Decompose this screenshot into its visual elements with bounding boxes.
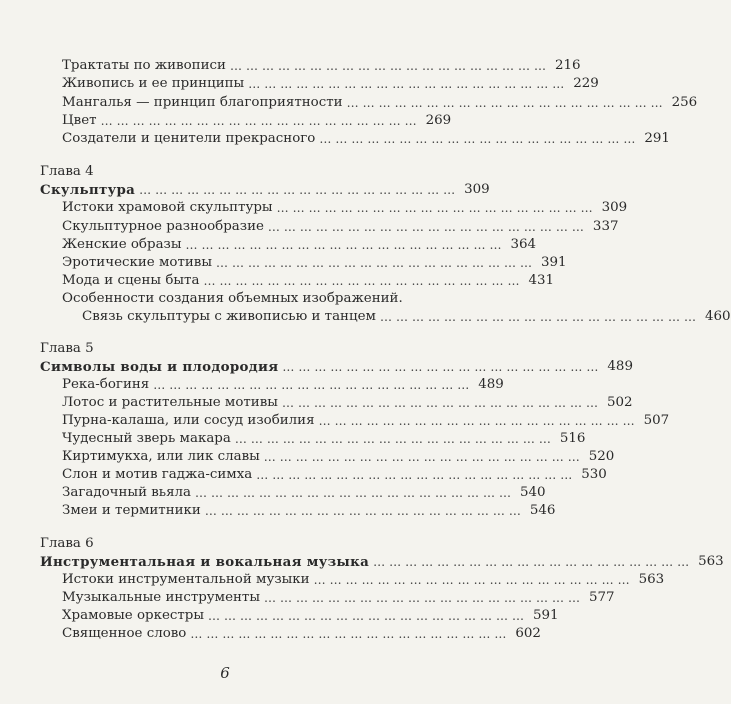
toc-entry xyxy=(62,625,541,643)
chapter-label: Глава 6 xyxy=(40,536,94,551)
toc-entry-title: Трактаты по живописи xyxy=(62,58,226,73)
leader-dots: …………………………………………………… xyxy=(373,555,694,569)
toc-entry xyxy=(62,412,670,430)
toc-entry xyxy=(62,254,567,272)
leader-dots: …………………………………………………… xyxy=(139,183,460,197)
chapter-label: Глава 5 xyxy=(40,341,94,356)
leader-dots: …………………………………………………… xyxy=(263,450,584,464)
page-number: 6 xyxy=(220,664,230,682)
leader-dots: …………………………………………………… xyxy=(318,414,639,428)
leader-dots: …………………………………………………… xyxy=(153,378,474,392)
chapter-heading-page: 489 xyxy=(607,359,633,374)
leader-dots: …………………………………………………… xyxy=(204,504,525,518)
toc-entry-page: 269 xyxy=(425,113,452,128)
toc-entry-title: Киртимукха, или лик славы xyxy=(62,449,260,464)
leader-dots: …………………………………………………… xyxy=(319,132,640,146)
toc-entry-title: Пурна-калаша, или сосуд изобилия xyxy=(62,413,315,428)
toc-entry-title: Загадочный вьяла xyxy=(62,485,192,500)
leader-dots: …………………………………………………… xyxy=(282,360,603,374)
toc-entry-page: 391 xyxy=(540,255,567,270)
toc-entry xyxy=(62,448,615,466)
toc-entry-title: Чудесный зверь макара xyxy=(62,431,231,446)
leader-dots: …………………………………………………… xyxy=(248,77,569,91)
toc-entry-title-line1: Особенности создания объемных изображений. xyxy=(62,291,403,306)
chapter-heading-page: 563 xyxy=(698,554,724,569)
toc-entry-title: Священное слово xyxy=(62,626,187,641)
toc-entry-page: 577 xyxy=(589,590,615,605)
chapter-heading xyxy=(40,181,490,199)
toc-entry-title: Слон и мотив гаджа-симха xyxy=(62,467,253,482)
leader-dots: …………………………………………………… xyxy=(203,274,524,288)
toc-entry xyxy=(62,607,559,625)
toc-entry xyxy=(62,94,698,112)
toc-entry-page: 520 xyxy=(588,449,615,464)
toc-entry xyxy=(82,308,731,326)
leader-dots: …………………………………………………… xyxy=(234,432,555,446)
toc-entry xyxy=(62,236,537,254)
toc-entry-page: 602 xyxy=(515,626,541,641)
toc-entry-page: 591 xyxy=(533,608,559,623)
toc-entry xyxy=(62,376,504,394)
chapter-heading-title: Скульптура xyxy=(40,182,136,198)
toc-entry xyxy=(62,394,633,412)
toc-entry-page: 516 xyxy=(559,431,586,446)
chapter-heading-page: 309 xyxy=(464,182,490,197)
leader-dots: …………………………………………………… xyxy=(346,96,667,110)
toc-entry-page: 460 xyxy=(704,309,731,324)
toc-entry-page: 530 xyxy=(581,467,607,482)
leader-dots: …………………………………………………… xyxy=(256,468,577,482)
toc-entry xyxy=(62,112,452,130)
toc-entry xyxy=(62,272,554,290)
toc-entry-page: 507 xyxy=(643,413,670,428)
toc-entry-page: 563 xyxy=(638,572,665,587)
chapter-heading-title: Символы воды и плодородия xyxy=(40,359,279,375)
toc-entry-page: 229 xyxy=(573,76,599,91)
toc-entry-title: Мода и сцены быта xyxy=(62,273,200,288)
toc-entry-page: 502 xyxy=(606,395,633,410)
toc-entry-title: Змеи и термитники xyxy=(62,503,201,518)
toc-entry-page: 489 xyxy=(478,377,504,392)
leader-dots: …………………………………………………… xyxy=(208,609,529,623)
leader-dots: …………………………………………………… xyxy=(229,59,550,73)
toc-entry-title: Эротические мотивы xyxy=(62,255,212,270)
toc-entry-title: Истоки храмовой скульптуры xyxy=(62,200,273,215)
toc-entry-page: 291 xyxy=(644,131,670,146)
toc-entry xyxy=(62,502,556,520)
toc-entry xyxy=(62,57,581,75)
toc-entry xyxy=(62,75,599,93)
toc-entry-page: 256 xyxy=(671,95,698,110)
toc-entry-page: 546 xyxy=(529,503,556,518)
toc-entry-title-line2: Связь скульптуры с живописью и танцем xyxy=(82,309,376,324)
leader-dots: …………………………………………………… xyxy=(190,627,511,641)
toc-entry xyxy=(62,130,670,148)
leader-dots: …………………………………………………… xyxy=(267,220,588,234)
leader-dots: …………………………………………………… xyxy=(379,310,700,324)
toc-entry-page: 540 xyxy=(520,485,546,500)
leader-dots: …………………………………………………… xyxy=(195,486,516,500)
toc-entry-title: Скульптурное разнообразие xyxy=(62,219,264,234)
toc-entry xyxy=(62,571,665,589)
toc-entry-title: Музыкальные инструменты xyxy=(62,590,261,605)
toc-entry-title: Истоки инструментальной музыки xyxy=(62,572,310,587)
toc-entry-page: 431 xyxy=(528,273,554,288)
toc-entry-title: Лотос и растительные мотивы xyxy=(62,395,278,410)
leader-dots: …………………………………………………… xyxy=(215,256,536,270)
toc-entry xyxy=(62,430,586,448)
toc-entry-page: 364 xyxy=(510,237,537,252)
toc-entry-page: 337 xyxy=(592,219,619,234)
chapter-heading-title: Инструментальная и вокальная музыка xyxy=(40,554,370,570)
leader-dots: …………………………………………………… xyxy=(313,573,634,587)
toc-entry-title: Цвет xyxy=(62,113,97,128)
chapter-label: Глава 4 xyxy=(40,164,94,179)
leader-dots: …………………………………………………… xyxy=(185,238,506,252)
chapter-heading xyxy=(40,553,724,571)
toc-entry-title: Живопись и ее принципы xyxy=(62,76,245,91)
toc-entry-title: Мангалья — принцип благоприятности xyxy=(62,95,343,110)
leader-dots: …………………………………………………… xyxy=(276,201,597,215)
leader-dots: …………………………………………………… xyxy=(264,591,585,605)
chapter-heading xyxy=(40,358,633,376)
toc-entry xyxy=(62,589,615,607)
toc-entry-title: Женские образы xyxy=(62,237,182,252)
leader-dots: …………………………………………………… xyxy=(100,114,421,128)
toc-entry-page: 309 xyxy=(601,200,628,215)
toc-entry xyxy=(62,466,607,484)
toc-entry xyxy=(62,484,546,502)
toc-entry-title: Создатели и ценители прекрасного xyxy=(62,131,316,146)
toc-entry-title: Храмовые оркестры xyxy=(62,608,205,623)
leader-dots: …………………………………………………… xyxy=(281,396,602,410)
toc-entry-title: Река-богиня xyxy=(62,377,150,392)
toc-entry-page: 216 xyxy=(554,58,581,73)
toc-entry xyxy=(62,218,619,236)
toc-entry xyxy=(62,199,628,217)
